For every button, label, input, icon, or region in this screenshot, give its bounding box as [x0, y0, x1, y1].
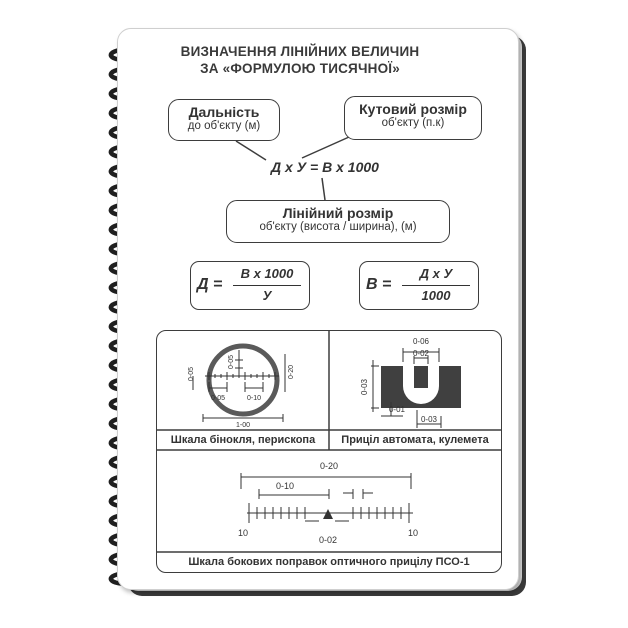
rifle-sight-caption: Приціл автомата, кулемета — [341, 434, 489, 446]
pso-scale-diagram — [157, 451, 501, 551]
rifle-front-post — [417, 366, 425, 386]
pso-label-right-10: 10 — [407, 528, 419, 538]
binocular-label-left: 0-05 — [188, 366, 195, 382]
rifle-label-bottom-right: 0-03 — [420, 415, 438, 424]
linear-size-unit: об'єкту (висота / ширина), (м) — [259, 221, 417, 233]
angular-size-unit: об'єкту (п.к) — [381, 117, 445, 129]
formula-distance-lhs: Д = — [197, 276, 223, 293]
page-title-line-2: ЗА «ФОРМУЛОЮ ТИСЯЧНОЇ» — [200, 61, 400, 76]
formula-size-numerator: Д x У — [419, 266, 453, 281]
pso-caption: Шкала бокових поправок оптичного прицілу ПСО-1 — [188, 556, 470, 568]
rifle-label-notch: 0-02 — [412, 349, 430, 358]
rifle-sight-diagram — [331, 332, 501, 430]
angular-size-label: Кутовий розмір — [359, 101, 467, 117]
rifle-label-top: 0-06 — [412, 337, 430, 346]
binocular-label-right: 0-20 — [288, 364, 295, 380]
pso-label-left-10: 10 — [237, 528, 249, 538]
pso-label-010: 0-10 — [275, 481, 295, 491]
binocular-field-ring — [209, 346, 277, 414]
formula-distance-denominator: У — [262, 288, 272, 303]
rifle-label-height: 0-03 — [360, 378, 369, 396]
binocular-label-full: 1-00 — [235, 422, 251, 429]
formula-size-lhs: В = — [366, 276, 392, 293]
binocular-caption: Шкала бінокля, перископа — [170, 434, 316, 446]
distance-label: Дальність — [188, 104, 260, 120]
main-formula: Д x У = В x 1000 — [271, 159, 379, 175]
formula-distance-numerator: В x 1000 — [240, 266, 294, 281]
pso-label-020: 0-20 — [319, 461, 339, 471]
formula-size-denominator: 1000 — [421, 288, 451, 303]
distance-unit: до об'єкту (м) — [187, 120, 261, 132]
binocular-label-bottom-left: 0-05 — [210, 395, 226, 402]
page-title-line-1: ВИЗНАЧЕННЯ ЛІНІЙНИХ ВЕЛИЧИН — [180, 44, 420, 59]
linear-size-label: Лінійний розмір — [282, 205, 394, 221]
pso-label-002: 0-02 — [318, 535, 338, 545]
binocular-label-bottom-right: 0-10 — [246, 395, 262, 402]
rifle-label-bottom-left: 0-01 — [388, 405, 406, 414]
binocular-label-center: 0-05 — [228, 354, 235, 370]
binocular-scale-diagram — [157, 332, 329, 430]
pso-center-chevron — [323, 509, 333, 519]
